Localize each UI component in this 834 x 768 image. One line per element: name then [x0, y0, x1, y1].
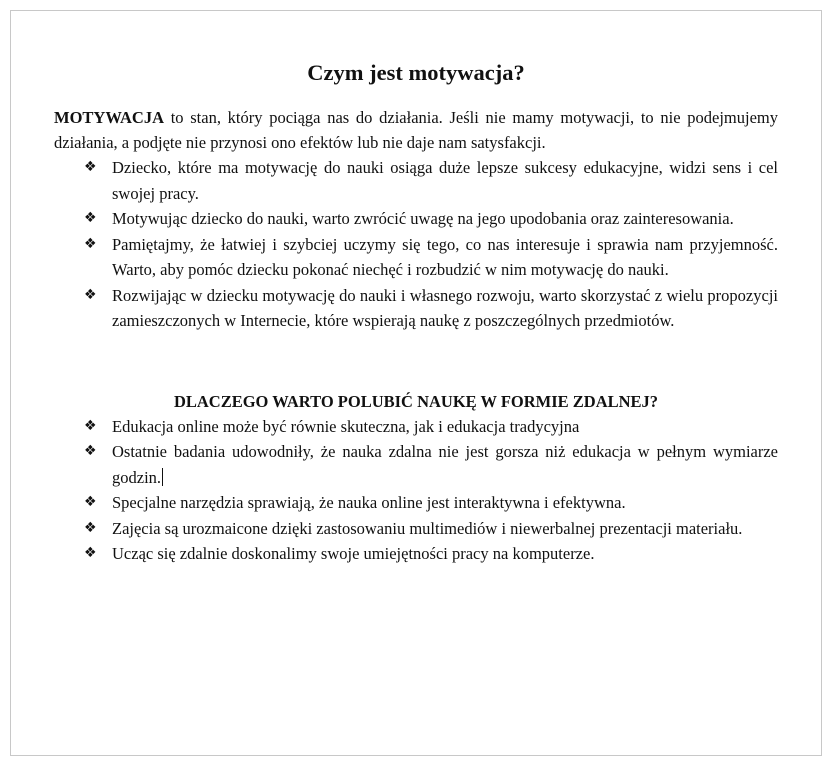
document-title[interactable]: Czym jest motywacja?: [307, 60, 525, 85]
diamond-bullet-icon: ❖: [84, 417, 97, 434]
diamond-bullet-icon: ❖: [84, 159, 97, 175]
diamond-bullet-icon: ❖: [84, 210, 97, 226]
list-item-text[interactable]: Ucząc się zdalnie doskonalimy swoje umiejętności pracy na komputerze.: [112, 544, 595, 563]
intro-bold-lead[interactable]: MOTYWACJA: [54, 108, 164, 127]
list-item[interactable]: [54, 283, 778, 334]
diamond-bullet-icon: ❖: [84, 286, 97, 303]
list-item[interactable]: [54, 414, 778, 440]
motivation-bullet-list: [54, 155, 778, 334]
document-page[interactable]: [10, 10, 822, 756]
diamond-bullet-icon: ❖: [84, 443, 97, 459]
list-item[interactable]: [54, 155, 778, 206]
list-item[interactable]: [54, 541, 778, 567]
intro-text[interactable]: to stan, który pociąga nas do działania. Jeśli nie mamy motywacji, to nie podejmujemy działania, a podjęte nie przynosi ono efektów lub nie daje nam satysfakcji.: [54, 108, 778, 152]
list-item[interactable]: [54, 439, 778, 490]
list-item-text[interactable]: Pamiętajmy, że łatwiej i szybciej uczymy się tego, co nas interesuje i sprawia nam przyjemność. Warto, aby pomóc dziecku pokonać niechęć i rozbudzić w nim motywację do nauki.: [112, 234, 778, 279]
list-item-text[interactable]: Edukacja online może być równie skuteczna, jak i edukacja tradycyjna: [112, 416, 580, 436]
list-item-text[interactable]: Ostatnie badania udowodniły, że nauka zdalna nie jest gorsza niż edukacja w pełnym wymiarze godzin.: [112, 442, 778, 487]
list-item[interactable]: [54, 232, 778, 283]
diamond-bullet-icon: ❖: [84, 545, 97, 561]
diamond-bullet-icon: ❖: [84, 494, 97, 510]
list-item-text[interactable]: Specjalne narzędzia sprawiają, że nauka online jest interaktywna i efektywna.: [112, 493, 626, 512]
intro-paragraph[interactable]: [54, 105, 778, 155]
diamond-bullet-icon: ❖: [84, 519, 97, 536]
list-item-text[interactable]: Dziecko, które ma motywację do nauki osiąga duże lepsze sukcesy edukacyjne, widzi sens i cel swojej pracy.: [112, 158, 778, 203]
remote-learning-bullet-list: [54, 414, 778, 567]
list-item-text[interactable]: Zajęcia są urozmaicone dzięki zastosowaniu multimediów i niewerbalnej prezentacji materiału.: [112, 518, 743, 538]
list-item-text[interactable]: Motywując dziecko do nauki, warto zwrócić uwagę na jego upodobania oraz zainteresowania.: [112, 209, 734, 228]
list-item[interactable]: [54, 490, 778, 516]
list-item-text[interactable]: Rozwijając w dziecku motywację do nauki i własnego rozwoju, warto skorzystać z wielu propozycji zamieszczonych w Internecie, które wspierają naukę z poszczególnych przedmiotów.: [112, 285, 778, 330]
section-subtitle[interactable]: DLACZEGO WARTO POLUBIĆ NAUKĘ W FORMIE ZDALNEJ?: [173, 391, 659, 411]
text-cursor: [162, 468, 163, 486]
document-body[interactable]: [54, 59, 778, 567]
list-item[interactable]: [54, 206, 778, 232]
list-item[interactable]: [54, 516, 778, 542]
diamond-bullet-icon: ❖: [84, 235, 97, 252]
